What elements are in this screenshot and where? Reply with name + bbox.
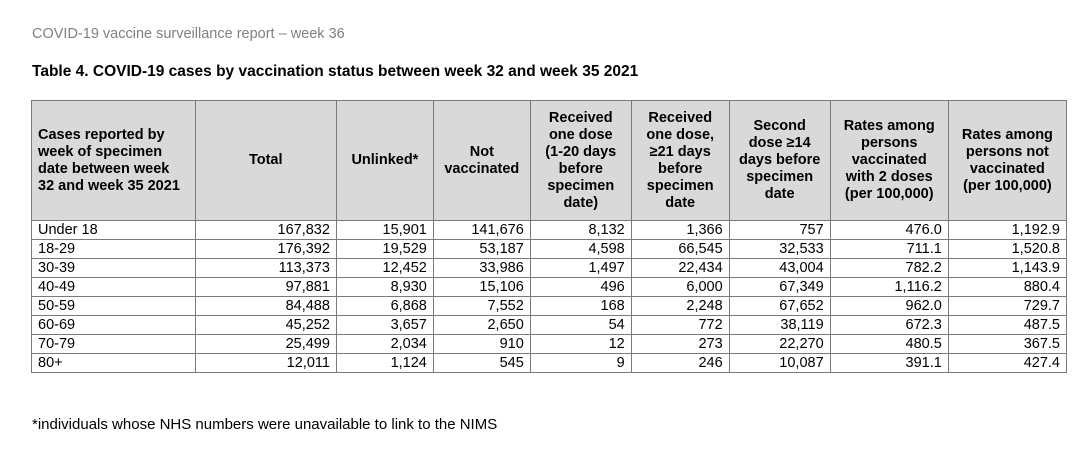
table-cell: 141,676 [433,221,530,240]
table-cell: 3,657 [336,316,433,335]
table-cell: 772 [631,316,729,335]
table-row [32,335,1067,354]
column-header [336,101,433,221]
table-cell: 782.2 [830,259,948,278]
column-header-line: week of specimen [38,143,163,160]
table-cell: 8,132 [530,221,631,240]
table-row [32,278,1067,297]
table-cell: 427.4 [948,354,1066,373]
table-row [32,259,1067,278]
table-row [32,221,1067,240]
column-header-line: before [558,160,603,177]
age-group-cell: 70-79 [32,335,196,354]
column-header-line: persons not [965,143,1049,160]
column-header-line: vaccinated [851,152,927,168]
table-cell: 12,011 [195,354,336,373]
table-cell: 2,248 [631,297,729,316]
table-cell: 1,497 [530,259,631,278]
table-cell: 1,124 [336,354,433,373]
table-cell: 1,143.9 [948,259,1066,278]
column-header-line: vaccinated [969,160,1045,177]
age-group-cell: 40-49 [32,278,196,297]
table-cell: 962.0 [830,297,948,316]
table-cell: 496 [530,278,631,297]
table-cell: 43,004 [729,259,830,278]
table-cell: 8,930 [336,278,433,297]
table-cell: 880.4 [948,278,1066,297]
column-header-line: date [665,194,696,211]
table-cell: 1,116.2 [830,278,948,297]
age-group-cell: 30-39 [32,259,196,278]
column-header-line: Received [648,109,713,126]
table-cell: 113,373 [195,259,336,278]
table-cell: 12,452 [336,259,433,278]
table-cell: 32,533 [729,240,830,259]
table-cell: 910 [433,335,530,354]
table-cell: 12 [530,335,631,354]
column-header-line: vaccinated [444,160,520,177]
column-header-line: Second [753,118,806,134]
column-header-line: Rates among [843,118,935,134]
table-cell: 168 [530,297,631,316]
column-header-line: Received [548,109,613,126]
table-cell: 176,392 [195,240,336,259]
table-cell: 1,192.9 [948,221,1066,240]
table-cell: 4,598 [530,240,631,259]
table-row [32,240,1067,259]
table-cell: 7,552 [433,297,530,316]
table-cell: 66,545 [631,240,729,259]
column-header-line: date) [563,194,599,211]
table-title: Table 4. COVID-19 cases by vaccination status between week 32 and week 35 2021 [32,63,639,80]
table-cell: 84,488 [195,297,336,316]
age-group-cell: Under 18 [32,221,196,240]
table-cell: 476.0 [830,221,948,240]
column-header-line: (per 100,000) [963,177,1052,194]
footnote: *individuals whose NHS numbers were unavailable to link to the NIMS [32,416,498,433]
column-header-line: Not [469,143,494,160]
table-cell: 67,349 [729,278,830,297]
age-group-cell: 60-69 [32,316,196,335]
column-header [830,101,948,221]
table-cell: 545 [433,354,530,373]
column-header-line: before [658,160,703,177]
table-row [32,354,1067,373]
column-header [631,101,729,221]
column-header-line: specimen [547,177,615,194]
table-row [32,316,1067,335]
column-header-line: date [764,186,795,202]
column-header-line: date between week [38,160,170,177]
table-cell: 22,270 [729,335,830,354]
table-cell: 6,000 [631,278,729,297]
column-header-line: with 2 doses [845,169,933,185]
header-row [32,101,1067,221]
column-header [195,101,336,221]
table-cell: 54 [530,316,631,335]
table-cell: 2,650 [433,316,530,335]
table-cell: 38,119 [729,316,830,335]
table-cell: 729.7 [948,297,1066,316]
table-cell: 487.5 [948,316,1066,335]
table-cell: 22,434 [631,259,729,278]
table-cell: 9 [530,354,631,373]
table-cell: 367.5 [948,335,1066,354]
column-header [729,101,830,221]
table-cell: 711.1 [830,240,948,259]
table-cell: 757 [729,221,830,240]
column-header-line: specimen [746,169,814,185]
column-header-line: days before [738,152,821,168]
table-cell: 10,087 [729,354,830,373]
report-header: COVID-19 vaccine surveillance report – week 36 [32,26,345,42]
table-cell: 6,868 [336,297,433,316]
column-header-line: (per 100,000) [844,186,934,202]
age-group-cell: 80+ [32,354,196,373]
table-cell: 2,034 [336,335,433,354]
column-header [530,101,631,221]
age-group-cell: 18-29 [32,240,196,259]
table-cell: 33,986 [433,259,530,278]
cases-table [31,100,1067,373]
table-cell: 1,520.8 [948,240,1066,259]
column-header-line: ≥21 days [649,143,711,160]
column-header-line: one dose, [646,126,715,143]
table-body [32,221,1067,373]
table-cell: 53,187 [433,240,530,259]
table-cell: 672.3 [830,316,948,335]
column-header [948,101,1066,221]
table-row [32,297,1067,316]
column-header-line: one dose [548,126,613,143]
column-header-line: specimen [646,177,714,194]
table-cell: 67,652 [729,297,830,316]
table-cell: 45,252 [195,316,336,335]
column-header-line: Cases reported by [38,126,165,143]
age-group-cell: 50-59 [32,297,196,316]
column-header-line: 32 and week 35 2021 [38,177,180,194]
table-cell: 167,832 [195,221,336,240]
column-header [32,101,196,221]
table-cell: 273 [631,335,729,354]
table-cell: 15,106 [433,278,530,297]
column-header-line: dose ≥14 [748,135,811,151]
table-cell: 97,881 [195,278,336,297]
column-header-line: Total [248,152,283,168]
column-header-line: (1-20 days [545,143,617,160]
table-cell: 15,901 [336,221,433,240]
table-cell: 19,529 [336,240,433,259]
column-header-line: persons [861,135,918,151]
table-cell: 25,499 [195,335,336,354]
column-header-line: Rates among [961,126,1053,143]
table-cell: 246 [631,354,729,373]
column-header [433,101,530,221]
table-cell: 1,366 [631,221,729,240]
column-header-line: Unlinked* [351,152,419,168]
table-cell: 480.5 [830,335,948,354]
table-cell: 391.1 [830,354,948,373]
